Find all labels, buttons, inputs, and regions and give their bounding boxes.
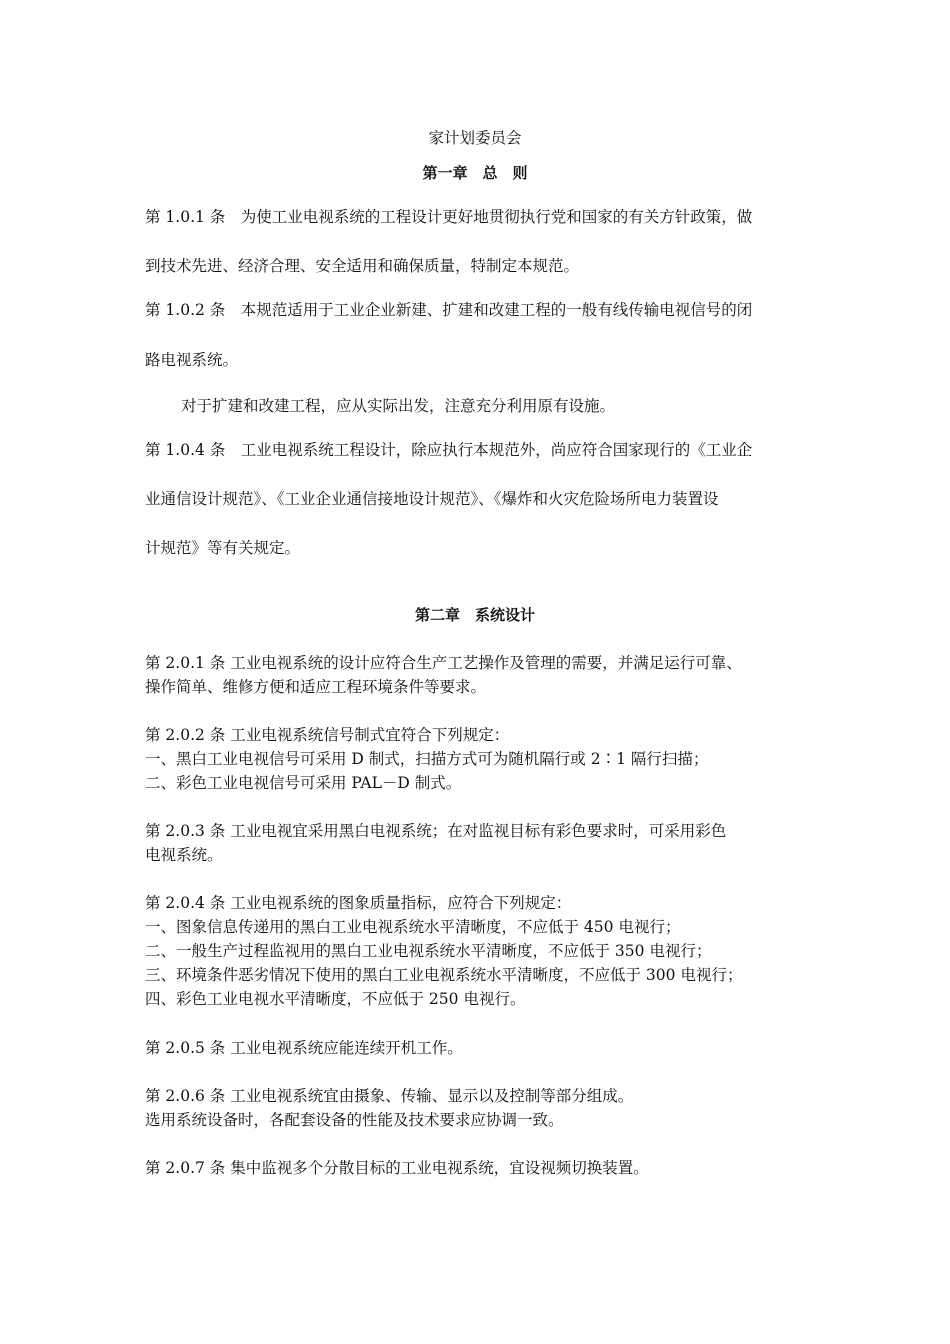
article-1-0-2-line-1: 第 1.0.2 条 本规范适用于工业企业新建、扩建和改建工程的一般有线传输电视信号的闭 [145, 301, 753, 319]
article-1-0-4-line-1: 第 1.0.4 条 工业电视系统工程设计，除应执行本规范外，尚应符合国家现行的《工业企 [145, 441, 753, 459]
article-2-0-4-item-4: 四、彩色工业电视水平清晰度，不应低于 250 电视行。 [145, 990, 526, 1008]
article-2-0-4-item-2: 二、一般生产过程监视用的黑白工业电视系统水平清晰度，不应低于 350 电视行； [145, 942, 712, 960]
article-2-0-6-line-1: 第 2.0.6 条 工业电视系统宜由摄象、传输、显示以及控制等部分组成。 [145, 1087, 634, 1105]
article-1-0-1-line-1: 第 1.0.1 条 为使工业电视系统的工程设计更好地贯彻执行党和国家的有关方针政策，做 [145, 208, 753, 226]
chapter-2-title: 第二章 系统设计 [414, 606, 535, 624]
article-1-0-2-line-2: 路电视系统。 [145, 351, 239, 369]
article-2-0-6-line-2: 选用系统设备时，各配套设备的性能及技术要求应协调一致。 [145, 1111, 564, 1129]
article-1-0-4-line-2: 业通信设计规范》、《工业企业通信接地设计规范》、《爆炸和火灾危险场所电力装置设 [145, 490, 719, 508]
article-2-0-1-line-2: 操作简单、维修方便和适应工程环境条件等要求。 [145, 678, 487, 696]
article-2-0-3-line-2: 电视系统。 [145, 846, 223, 864]
article-2-0-4-item-1: 一、图象信息传递用的黑白工业电视系统水平清晰度，不应低于 450 电视行； [145, 918, 681, 936]
article-1-0-1-line-2: 到技术先进、经济合理、安全适用和确保质量，特制定本规范。 [145, 257, 580, 275]
article-1-0-3-text: 对于扩建和改建工程，应从实际出发，注意充分利用原有设施。 [181, 397, 616, 415]
article-2-0-2-item-1: 一、黑白工业电视信号可采用 D 制式，扫描方式可为随机隔行或 2∶1 隔行扫描； [145, 750, 709, 768]
article-1-0-4-line-3: 计规范》等有关规定。 [145, 539, 301, 557]
article-2-0-4-line-1: 第 2.0.4 条 工业电视系统的图象质量指标，应符合下列规定： [145, 894, 572, 912]
header-org-fragment: 家计划委员会 [428, 129, 522, 147]
article-2-0-5-text: 第 2.0.5 条 工业电视系统应能连续开机工作。 [145, 1039, 463, 1057]
article-2-0-7-text: 第 2.0.7 条 集中监视多个分散目标的工业电视系统，宜设视频切换装置。 [145, 1159, 649, 1177]
article-2-0-2-line-1: 第 2.0.2 条 工业电视系统信号制式宜符合下列规定： [145, 726, 510, 744]
article-2-0-2-item-2: 二、彩色工业电视信号可采用 PAL－D 制式。 [145, 774, 462, 792]
article-2-0-4-item-3: 三、环境条件恶劣情况下使用的黑白工业电视系统水平清晰度，不应低于 300 电视行； [145, 966, 743, 984]
article-2-0-3-line-1: 第 2.0.3 条 工业电视宜采用黑白电视系统；在对监视目标有彩色要求时，可采用彩色 [145, 822, 727, 840]
article-2-0-1-line-1: 第 2.0.1 条 工业电视系统的设计应符合生产工艺操作及管理的需要，并满足运行可靠、 [145, 654, 742, 672]
chapter-1-title: 第一章 总 则 [422, 164, 528, 182]
